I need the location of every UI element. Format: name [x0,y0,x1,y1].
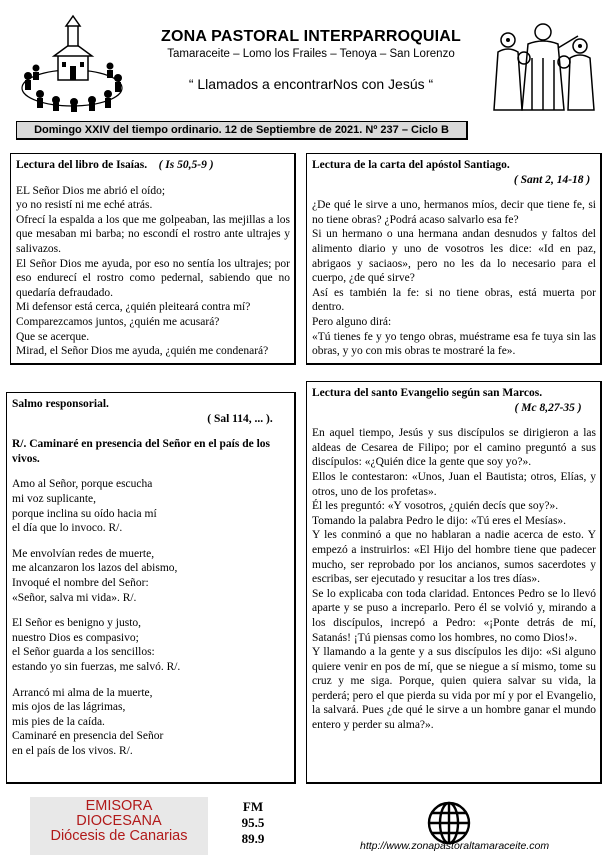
first-reading-box [10,153,296,365]
reading-line: ¿De qué le sirve a uno, hermanos míos, decir que tiene fe, si no tiene obras? ¿Podrá acaso salvarlo esa fe? [312,199,596,226]
reading-line: «Tú tienes fe y yo tengo obras, muéstrame esa fe tuya sin las obras, y yo con mis obras te mostraré la fe». [312,330,596,358]
reading-line: Así es también la fe: si no tiene obras, está muerta por dentro. [312,286,596,314]
gospel-line: Se lo explicaba con toda claridad. Entonces Pedro se lo llevó aparte y se puso a increparlo. Pero él se volvió y, mirando a los discípulos, increpó a Pedro: «¡Ponte detrás de mí, Satanás! ¡Tú piensas como los hombres, no como Dios!». [312,587,596,644]
psalm-verse: mis pies de la caída. [12,715,105,728]
gospel-line: Tomando la palabra Pedro le dijo: «Tú eres el Mesías». [312,514,567,527]
psalm-verse: Arrancó mi alma de la muerte, [12,686,153,699]
fm-frequency: 89.9 [241,831,265,846]
psalm-verse: «Señor, salva mi vida». R/. [12,591,137,604]
psalm-verse: estando yo sin fuerzas, me salvó. R/. [12,660,181,673]
gospel-box [306,381,602,784]
emisora-line: DIOCESANA [76,813,162,829]
psalm-verse: Me envolvían redes de muerte, [12,547,155,560]
psalm-ref: ( Sal 114, ... ). [207,412,273,425]
reading-line: Si un hermano o una hermana andan desnudos y faltos del alimento diario y uno de vosotros les dice: «Id en paz, abrigaos y saciaos», pero no les da lo necesario para el cuerpo, ¿de qué sirve? [312,228,596,285]
dateline-banner: Domingo XXIV del tiempo ordinario. 12 de Septiembre de 2021. Nº 237 – Ciclo B [16,121,468,140]
parish-community-logo [14,14,130,112]
reading-line: El Señor Dios me ayuda, por eso no sentía los ultrajes; por eso endurecí el rostro como pedernal, sabiendo que no quedaría defraudado. [16,257,290,299]
reading-line: EL Señor Dios me abrió el oído; [16,184,166,197]
psalm-verse: en el país de los vivos. R/. [12,744,133,757]
second-reading-ref: ( Sant 2, 14-18 ) [513,173,591,186]
first-reading-heading: Lectura del libro de Isaías. ( Is 50,5-9 ) [16,159,214,171]
parishes-subtitle: Tamaraceite – Lomo los Frailes – Tenoya – San Lorenzo [167,48,455,60]
website-link[interactable]: http://www.zonapastoraltamaraceite.com [360,840,550,852]
reading-line: Mirad, el Señor Dios me ayuda, ¿quién me condenará? [16,345,269,358]
psalm-verse: el día que lo invoco. R/. [12,522,123,535]
psalm-response: R/. Caminaré en presencia del Señor en el país de los vivos. [12,438,271,465]
psalm-verse: El Señor es benigno y justo, [12,617,142,630]
reading-line: Ofrecí la espalda a los que me golpeaban, las mejillas a los que mesaban mi barba; no escondí el rostro ante ultrajes y salivazos. [16,213,290,255]
psalm-box [6,392,296,784]
psalm-title: Salmo responsorial. [12,398,109,410]
fm-frequency: 95.5 [241,815,265,830]
gospel-line: En aquel tiempo, Jesús y sus discípulos se dirigieron a las aldeas de Cesarea de Filipo; por el camino preguntó a sus discípulos: «¿Quién dice la gente que soy yo?». [312,427,596,469]
psalm-verse: Caminaré en presencia del Señor [12,730,164,743]
psalm-verse: me alcanzaron los lazos del abismo, [12,562,178,575]
second-reading-title: Lectura de la carta del apóstol Santiago. [312,159,510,171]
gospel-line: Ellos le contestaron: «Unos, Juan el Bautista; otros, Elías, y otros, uno de los profetas». [312,470,596,498]
reading-line: yo no resistí ni me eché atrás. [16,199,153,212]
reading-line: Pero alguno dirá: [312,315,392,328]
gospel-line: Y llamando a la gente y a sus discípulos les dijo: «Si alguno quiere venir en pos de mí, que se niegue a sí mismo, tome su cruz y me siga. Porque, quien quiera salvar su vida, la perderá; pero el que pierda su vida por mí y por el Evangelio, la salvará. Pues ¿de qué le sirve a un hombre ganar el mundo entero y perder su alma?». [312,646,596,732]
psalm-verse: Amo al Señor, porque escucha [12,478,153,491]
emisora-line: Diócesis de Canarias [50,828,188,844]
psalm-verse: Invoqué el nombre del Señor: [12,576,149,589]
gospel-line: Él les preguntó: «Y vosotros, ¿quién decís que soy?». [312,500,559,513]
psalm-verse: porque inclina su oído hacia mí [12,507,157,520]
second-reading-box [306,153,602,365]
psalm-verse: nuestro Dios es compasivo; [12,631,139,644]
gospel-ref: ( Mc 8,27-35 ) [514,401,582,414]
fm-label: FM [242,799,264,814]
reading-line: Que se acerque. [16,330,90,343]
reading-line: Comparezcamos juntos, ¿quién me acusará? [16,315,220,328]
fm-frequencies [236,799,270,847]
page-title: ZONA PASTORAL INTERPARROQUIAL [160,28,462,45]
jesus-disciples-illustration [488,18,598,114]
reading-line: Mi defensor está cerca, ¿quién pleiteará contra mí? [16,301,251,314]
emisora-line: EMISORA [85,798,153,814]
psalm-verse: el Señor guarda a los sencillos: [12,646,155,659]
gospel-title: Lectura del santo Evangelio según san Marcos. [312,387,543,399]
psalm-verse: mis ojos de las lágrimas, [12,701,126,714]
motto: “ Llamados a encontrarNos con Jesús “ [188,76,434,92]
gospel-line: Y les conminó a que no hablaran a nadie acerca de esto. Y empezó a instruirlos: «El Hijo del hombre tiene que padecer mucho, ser reprobado por los ancianos, sumos sacerdotes y escribas, ser ejecutado y resucitar a los tres días». [312,529,596,586]
emisora-diocesana-logo [30,797,208,855]
psalm-verse: mi voz suplicante, [12,492,96,505]
